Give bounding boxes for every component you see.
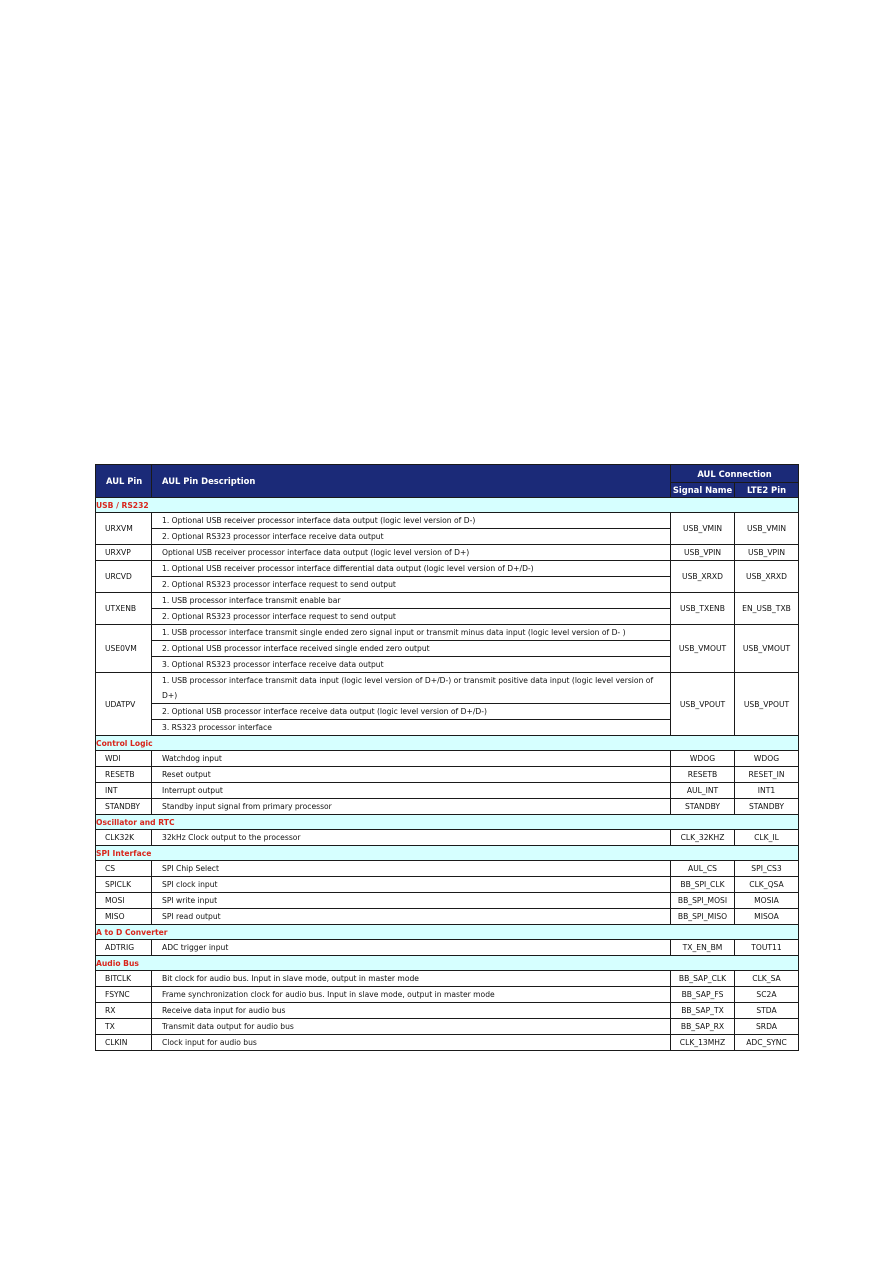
signal-name-cell: CLK_13MHZ bbox=[671, 1035, 735, 1051]
pin-description-cell bbox=[152, 893, 671, 909]
section-title: USB / RS232 bbox=[96, 498, 799, 513]
pin-description-cell bbox=[152, 593, 671, 625]
description-line: Interrupt output bbox=[162, 786, 223, 795]
table-row bbox=[96, 1019, 799, 1035]
pin-description-cell bbox=[152, 1019, 671, 1035]
table-row bbox=[96, 751, 799, 767]
pin-description-cell bbox=[152, 1035, 671, 1051]
pin-description-cell bbox=[152, 625, 671, 673]
description-line: Frame synchronization clock for audio bus. Input in slave mode, output in master mode bbox=[162, 990, 495, 999]
table-row bbox=[96, 561, 799, 593]
description-line: 2. Optional RS323 processor interface receive data output bbox=[152, 528, 670, 544]
description-line: SPI write input bbox=[162, 896, 218, 905]
signal-name-cell: TX_EN_BM bbox=[671, 940, 735, 956]
pin-description-cell bbox=[152, 799, 671, 815]
pin-name-cell: URCVD bbox=[96, 561, 152, 593]
table-body bbox=[96, 498, 799, 1051]
pin-description-cell bbox=[152, 861, 671, 877]
signal-name-cell: RESETB bbox=[671, 767, 735, 783]
pin-name-cell: CLKIN bbox=[96, 1035, 152, 1051]
table-row bbox=[96, 799, 799, 815]
pin-name-cell: UTXENB bbox=[96, 593, 152, 625]
table-row bbox=[96, 625, 799, 673]
description-line: 2. Optional USB processor interface received single ended zero output bbox=[152, 640, 670, 656]
pin-description-cell bbox=[152, 909, 671, 925]
pin-description-cell bbox=[152, 673, 671, 736]
signal-name-cell: BB_SPI_MISO bbox=[671, 909, 735, 925]
lte2-pin-cell: EN_USB_TXB bbox=[735, 593, 799, 625]
lte2-pin-cell: CLK_QSA bbox=[735, 877, 799, 893]
table-row bbox=[96, 783, 799, 799]
pin-name-cell: MISO bbox=[96, 909, 152, 925]
lte2-pin-cell: CLK_IL bbox=[735, 830, 799, 846]
description-line: SPI read output bbox=[162, 912, 221, 921]
pin-name-cell: MOSI bbox=[96, 893, 152, 909]
pin-description-cell bbox=[152, 751, 671, 767]
signal-name-cell: USB_TXENB bbox=[671, 593, 735, 625]
description-line: 32kHz Clock output to the processor bbox=[162, 833, 301, 842]
section-title: Oscillator and RTC bbox=[96, 815, 799, 830]
header-signal-name: Signal Name bbox=[671, 483, 735, 498]
pin-name-cell: SPICLK bbox=[96, 877, 152, 893]
table-row bbox=[96, 545, 799, 561]
description-line: 3. Optional RS323 processor interface receive data output bbox=[152, 656, 670, 672]
lte2-pin-cell: INT1 bbox=[735, 783, 799, 799]
lte2-pin-cell: MISOA bbox=[735, 909, 799, 925]
description-line: SPI Chip Select bbox=[162, 864, 219, 873]
signal-name-cell: AUL_INT bbox=[671, 783, 735, 799]
description-line: SPI clock input bbox=[162, 880, 218, 889]
lte2-pin-cell: TOUT11 bbox=[735, 940, 799, 956]
pin-description-cell bbox=[152, 971, 671, 987]
description-line: Bit clock for audio bus. Input in slave mode, output in master mode bbox=[162, 974, 419, 983]
description-line: Reset output bbox=[162, 770, 211, 779]
description-line: 2. Optional USB processor interface receive data output (logic level version of D+/D-) bbox=[152, 703, 670, 719]
pin-name-cell: RX bbox=[96, 1003, 152, 1019]
signal-name-cell: STANDBY bbox=[671, 799, 735, 815]
description-line: Transmit data output for audio bus bbox=[162, 1022, 294, 1031]
pin-description-cell bbox=[152, 545, 671, 561]
table-row bbox=[96, 593, 799, 625]
lte2-pin-cell: USB_XRXD bbox=[735, 561, 799, 593]
pin-name-cell: WDI bbox=[96, 751, 152, 767]
pin-name-cell: RESETB bbox=[96, 767, 152, 783]
pin-description-cell bbox=[152, 767, 671, 783]
lte2-pin-cell: MOSIA bbox=[735, 893, 799, 909]
lte2-pin-cell: USB_VMIN bbox=[735, 513, 799, 545]
pin-name-cell: STANDBY bbox=[96, 799, 152, 815]
lte2-pin-cell: RESET_IN bbox=[735, 767, 799, 783]
lte2-pin-cell: WDOG bbox=[735, 751, 799, 767]
lte2-pin-cell: USB_VPOUT bbox=[735, 673, 799, 736]
table-row bbox=[96, 861, 799, 877]
pin-name-cell: USE0VM bbox=[96, 625, 152, 673]
lte2-pin-cell: SC2A bbox=[735, 987, 799, 1003]
signal-name-cell: BB_SPI_CLK bbox=[671, 877, 735, 893]
pin-description-cell bbox=[152, 940, 671, 956]
description-line: 1. USB processor interface transmit enable bar bbox=[162, 596, 341, 605]
header-aul-connection: AUL Connection bbox=[671, 465, 799, 483]
description-line: ADC trigger input bbox=[162, 943, 229, 952]
description-line: Standby input signal from primary processor bbox=[162, 802, 332, 811]
pin-description-cell bbox=[152, 1003, 671, 1019]
table-row bbox=[96, 830, 799, 846]
description-line: Optional USB receiver processor interface data output (logic level version of D+) bbox=[162, 548, 470, 557]
section-title: A to D Converter bbox=[96, 925, 799, 940]
table-row bbox=[96, 673, 799, 736]
pin-name-cell: FSYNC bbox=[96, 987, 152, 1003]
description-line: Watchdog input bbox=[162, 754, 222, 763]
description-line: 1. Optional USB receiver processor interface data output (logic level version of D-) bbox=[162, 516, 476, 525]
pin-name-cell: URXVP bbox=[96, 545, 152, 561]
description-line: 3. RS323 processor interface bbox=[152, 719, 670, 735]
pin-description-table bbox=[95, 464, 799, 1051]
section-header-row bbox=[96, 815, 799, 830]
table-row bbox=[96, 940, 799, 956]
table-header bbox=[96, 465, 799, 498]
pin-name-cell: URXVM bbox=[96, 513, 152, 545]
signal-name-cell: USB_XRXD bbox=[671, 561, 735, 593]
signal-name-cell: BB_SAP_CLK bbox=[671, 971, 735, 987]
section-title: Control Logic bbox=[96, 736, 799, 751]
signal-name-cell: USB_VPIN bbox=[671, 545, 735, 561]
section-header-row bbox=[96, 925, 799, 940]
description-line: 2. Optional RS323 processor interface request to send output bbox=[152, 608, 670, 624]
table-row bbox=[96, 513, 799, 545]
header-lte2-pin: LTE2 Pin bbox=[735, 483, 799, 498]
pin-description-cell bbox=[152, 513, 671, 545]
pin-name-cell: CS bbox=[96, 861, 152, 877]
pin-description-cell bbox=[152, 987, 671, 1003]
signal-name-cell: CLK_32KHZ bbox=[671, 830, 735, 846]
lte2-pin-cell: USB_VMOUT bbox=[735, 625, 799, 673]
lte2-pin-cell: SPI_CS3 bbox=[735, 861, 799, 877]
pin-name-cell: INT bbox=[96, 783, 152, 799]
description-line: Receive data input for audio bus bbox=[162, 1006, 286, 1015]
table-row bbox=[96, 1003, 799, 1019]
lte2-pin-cell: USB_VPIN bbox=[735, 545, 799, 561]
signal-name-cell: BB_SAP_TX bbox=[671, 1003, 735, 1019]
section-header-row bbox=[96, 736, 799, 751]
table-row bbox=[96, 909, 799, 925]
pin-description-cell bbox=[152, 877, 671, 893]
section-header-row bbox=[96, 498, 799, 513]
description-line: 1. USB processor interface transmit single ended zero signal input or transmit minus data input (logic level version of D- ) bbox=[162, 628, 626, 637]
signal-name-cell: AUL_CS bbox=[671, 861, 735, 877]
section-header-row bbox=[96, 956, 799, 971]
pin-name-cell: BITCLK bbox=[96, 971, 152, 987]
pin-name-cell: UDATPV bbox=[96, 673, 152, 736]
signal-name-cell: BB_SAP_RX bbox=[671, 1019, 735, 1035]
table-row bbox=[96, 767, 799, 783]
table-row bbox=[96, 893, 799, 909]
section-header-row bbox=[96, 846, 799, 861]
pin-name-cell: ADTRIG bbox=[96, 940, 152, 956]
header-aul-pin: AUL Pin bbox=[96, 465, 152, 498]
pin-name-cell: TX bbox=[96, 1019, 152, 1035]
pin-description-cell bbox=[152, 783, 671, 799]
pin-description-cell bbox=[152, 830, 671, 846]
table-row bbox=[96, 877, 799, 893]
signal-name-cell: BB_SAP_FS bbox=[671, 987, 735, 1003]
section-title: SPI Interface bbox=[96, 846, 799, 861]
signal-name-cell: WDOG bbox=[671, 751, 735, 767]
lte2-pin-cell: SRDA bbox=[735, 1019, 799, 1035]
signal-name-cell: USB_VPOUT bbox=[671, 673, 735, 736]
lte2-pin-cell: STANDBY bbox=[735, 799, 799, 815]
description-line: 1. USB processor interface transmit data input (logic level version of D+/D-) or transmit positive data input (logic level version of D+) bbox=[162, 676, 654, 700]
header-aul-pin-description: AUL Pin Description bbox=[152, 465, 671, 498]
lte2-pin-cell: CLK_SA bbox=[735, 971, 799, 987]
pin-name-cell: CLK32K bbox=[96, 830, 152, 846]
signal-name-cell: USB_VMIN bbox=[671, 513, 735, 545]
table-row bbox=[96, 1035, 799, 1051]
table-row bbox=[96, 987, 799, 1003]
table-row bbox=[96, 971, 799, 987]
lte2-pin-cell: STDA bbox=[735, 1003, 799, 1019]
description-line: 1. Optional USB receiver processor interface differential data output (logic level version of D+/D-) bbox=[162, 564, 534, 573]
signal-name-cell: BB_SPI_MOSI bbox=[671, 893, 735, 909]
pin-description-cell bbox=[152, 561, 671, 593]
lte2-pin-cell: ADC_SYNC bbox=[735, 1035, 799, 1051]
description-line: Clock input for audio bus bbox=[162, 1038, 257, 1047]
section-title: Audio Bus bbox=[96, 956, 799, 971]
signal-name-cell: USB_VMOUT bbox=[671, 625, 735, 673]
description-line: 2. Optional RS323 processor interface request to send output bbox=[152, 576, 670, 592]
